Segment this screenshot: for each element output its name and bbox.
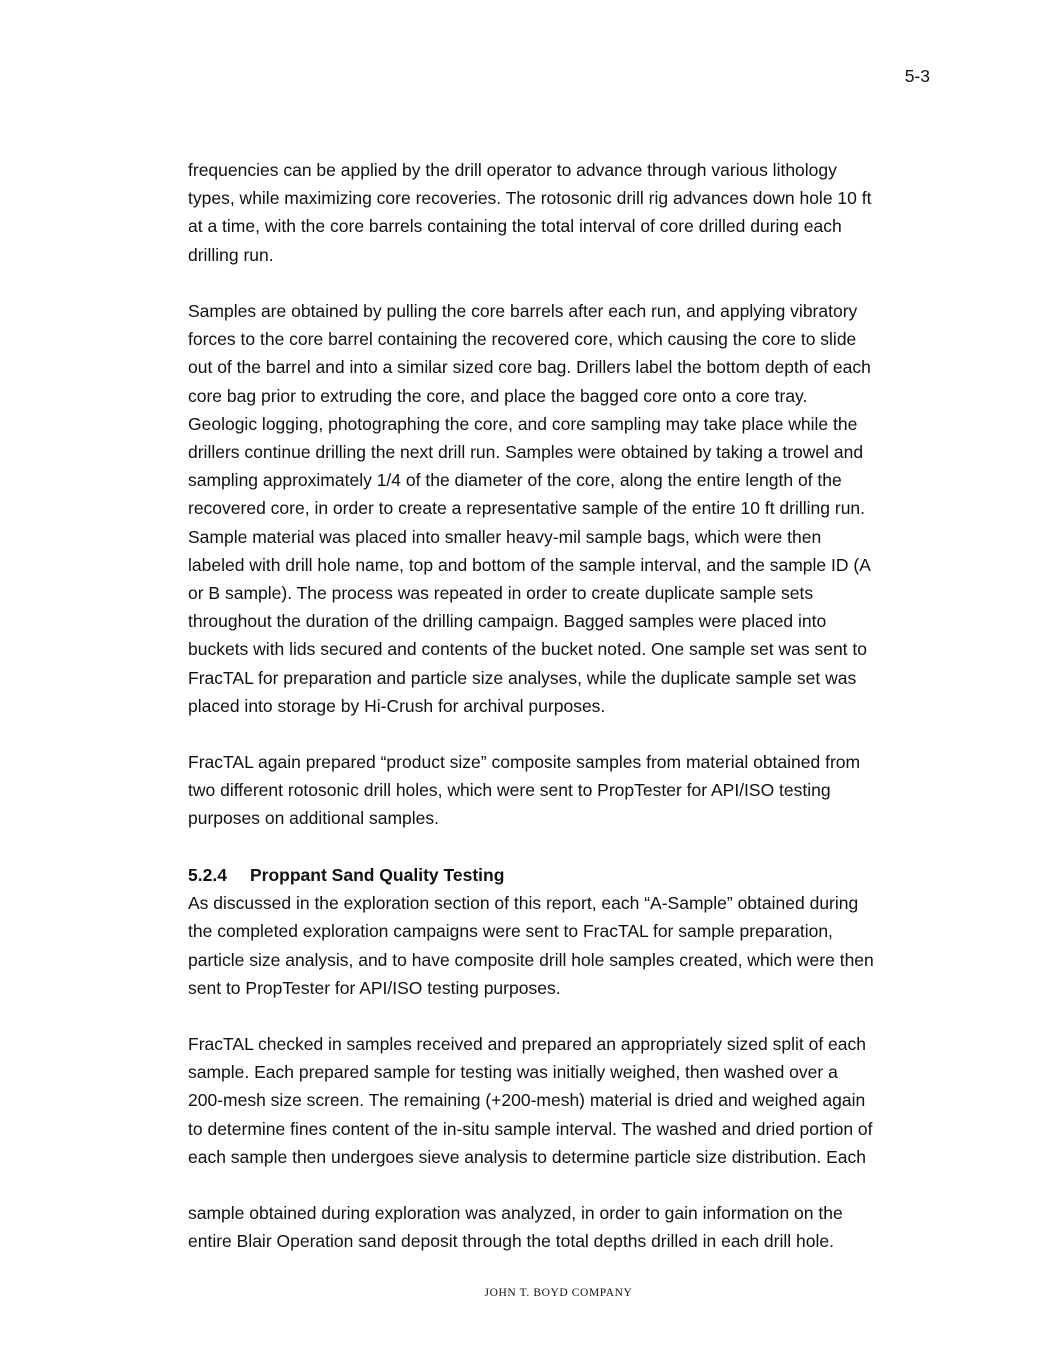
text-line: particle size analysis, and to have composite drill hole samples created, which were then — [188, 949, 874, 970]
section-number: 5.2.4 — [188, 865, 227, 885]
text-line: at a time, with the core barrels containing the total interval of core drilled during each — [188, 216, 842, 237]
text-line: the completed exploration campaigns were sent to FracTAL for sample preparation, — [188, 921, 833, 942]
text-line: to determine fines content of the in-situ sample interval. The washed and dried portion of — [188, 1118, 873, 1139]
text-line: Samples are obtained by pulling the core barrels after each run, and applying vibratory — [188, 301, 858, 321]
text-line: sent to PropTester for API/ISO testing purposes. — [188, 977, 561, 998]
text-line: FracTAL again prepared “product size” composite samples from material obtained from — [188, 752, 861, 772]
text-line: labeled with drill hole name, top and bottom of the sample interval, and the sample ID (A — [188, 554, 871, 575]
text-line: Geologic logging, photographing the core, and core sampling may take place while the — [188, 413, 858, 434]
text-line: entire Blair Operation sand deposit through the total depths drilled in each drill hole. — [188, 1231, 834, 1252]
text-line: placed into storage by Hi-Crush for archival purposes. — [188, 695, 606, 716]
text-line: sampling approximately 1/4 of the diameter of the core, along the entire length of the — [188, 470, 842, 491]
text-line: drilling run. — [188, 244, 274, 265]
text-line: frequencies can be applied by the drill operator to advance through various lithology — [188, 160, 837, 180]
text-line: throughout the duration of the drilling campaign. Bagged samples were placed into — [188, 611, 827, 632]
paragraph — [188, 297, 933, 720]
paragraph — [188, 156, 933, 269]
section-title: Proppant Sand Quality Testing — [250, 865, 505, 885]
text-line: As discussed in the exploration section of this report, each “A-Sample” obtained during — [188, 893, 859, 914]
text-line: each sample then undergoes sieve analysis to determine particle size distribution. Each — [188, 1146, 867, 1167]
text-line: sample. Each prepared sample for testing was initially weighed, then washed over a — [188, 1062, 838, 1083]
text-line: purposes on additional samples. — [188, 808, 439, 829]
text-line: drillers continue drilling the next drill run. Samples were obtained by taking a trowel and — [188, 442, 864, 463]
paragraph — [188, 748, 933, 833]
section-heading — [188, 861, 933, 889]
section-5-2-4 — [188, 861, 933, 1002]
text-line: FracTAL for preparation and particle size analyses, while the duplicate sample set was — [188, 667, 857, 688]
paragraph — [188, 1199, 933, 1255]
paragraph — [188, 1030, 933, 1171]
text-line: forces to the core barrel containing the recovered core, which causing the core to slide — [188, 329, 857, 350]
text-line: or B sample). The process was repeated in order to create duplicate sample sets — [188, 583, 814, 604]
text-line: recovered core, in order to create a representative sample of the entire 10 ft drilling run. — [188, 498, 866, 519]
text-line: FracTAL checked in samples received and prepared an appropriately sized split of each — [188, 1034, 867, 1054]
text-line: types, while maximizing core recoveries. The rotosonic drill rig advances down hole 10 ft — [188, 188, 872, 209]
text-line: core bag prior to extruding the core, and place the bagged core onto a core tray. — [188, 385, 808, 406]
text-line: Sample material was placed into smaller heavy-mil sample bags, which were then — [188, 526, 822, 547]
text-line: out of the barrel and into a similar sized core bag. Drillers label the bottom depth of each — [188, 357, 871, 378]
page-number: 5-3 — [904, 66, 930, 86]
text-line: sample obtained during exploration was analyzed, in order to gain information on the — [188, 1203, 843, 1223]
text-line: two different rotosonic drill holes, which were sent to PropTester for API/ISO testing — [188, 780, 831, 801]
company-footer: JOHN T. BOYD COMPANY — [484, 1287, 633, 1299]
text-line: buckets with lids secured and contents of the bucket noted. One sample set was sent to — [188, 639, 867, 660]
text-line: 200-mesh size screen. The remaining (+200-mesh) material is dried and weighed again — [188, 1090, 866, 1111]
